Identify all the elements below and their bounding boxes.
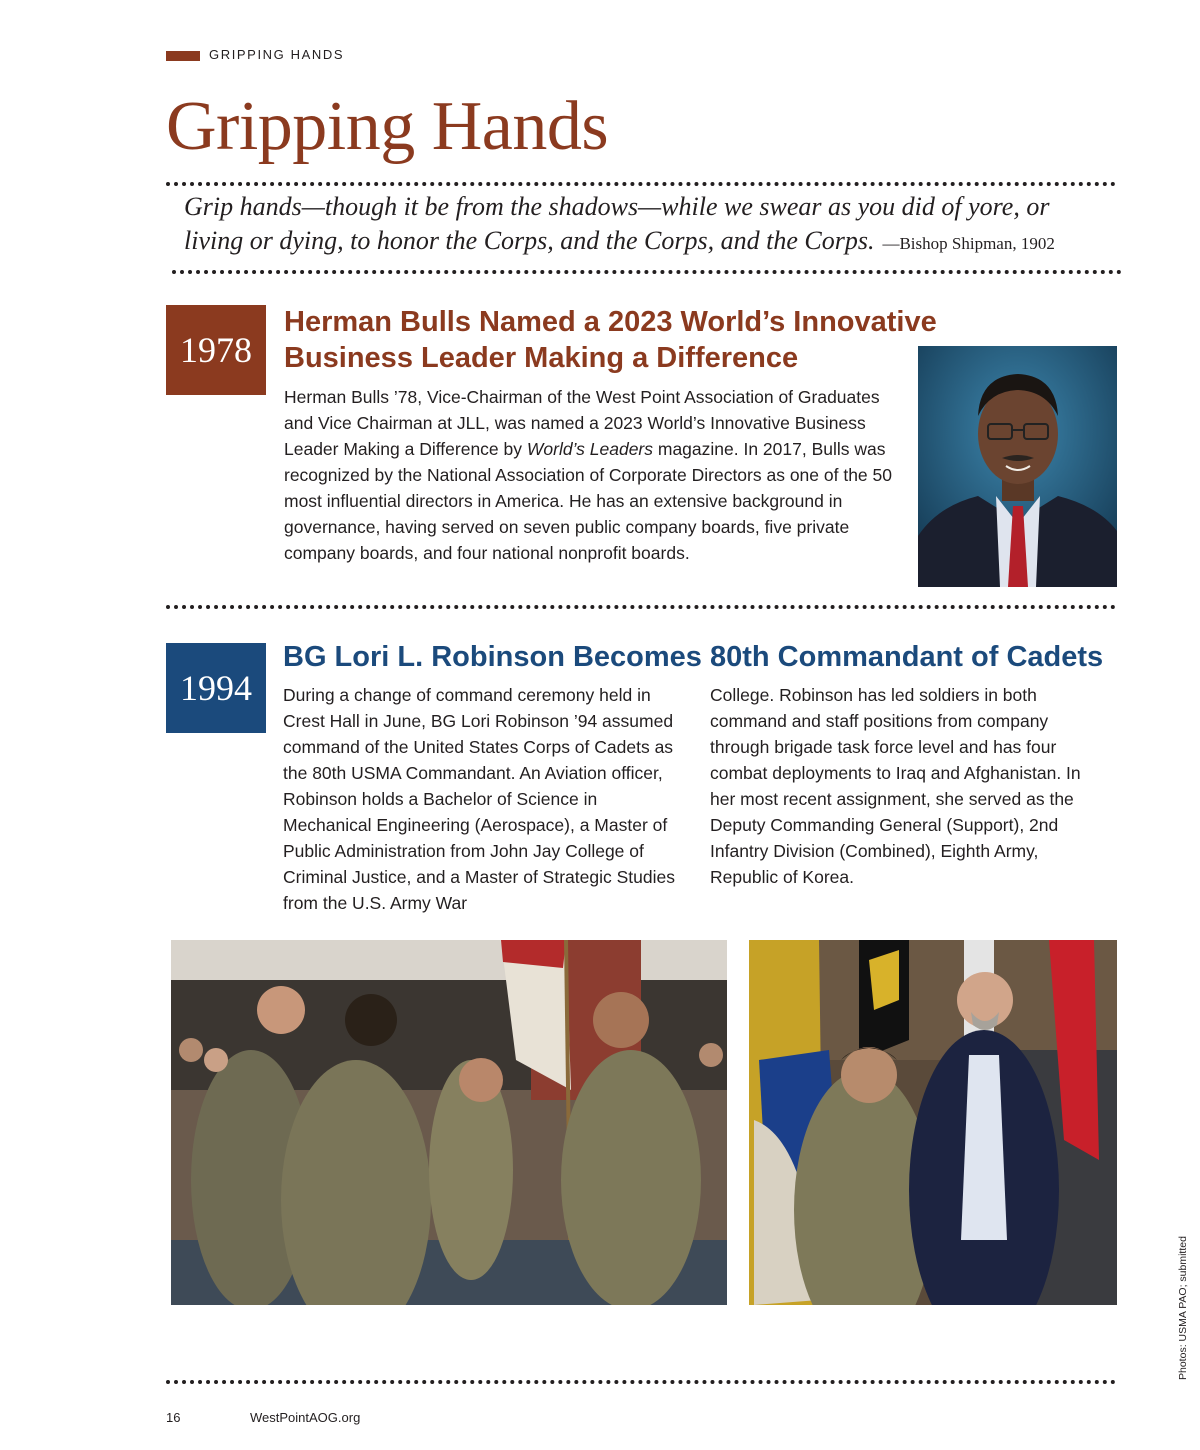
page-title: Gripping Hands — [166, 88, 609, 165]
page-number: 16 — [166, 1410, 181, 1425]
divider-middle — [166, 605, 1116, 609]
article2-body-col2 — [710, 682, 1110, 890]
article2-body-col1 — [283, 682, 683, 916]
article1-body-part1: Herman Bulls ’78, Vice-Chairman of the West Point Association of Graduates and Vice Chairman at JLL, was named a 2023 World’s Innovative Business Leader Making a Difference by — [284, 387, 880, 459]
epigraph-line-1: Grip hands—though it be from the shadows—while we swear as you did of yore, or — [184, 192, 1050, 221]
section-tag: GRIPPING HANDS — [209, 47, 345, 62]
portrait-photo-graphic — [918, 346, 1117, 587]
ceremony-photo-graphic — [171, 940, 727, 1305]
ceremony-photo — [171, 940, 727, 1305]
epigraph-line-2 — [184, 224, 1114, 261]
article2-col1-text: During a change of command ceremony held in Crest Hall in June, BG Lori Robinson ’94 assumed command of the United States Corps of Cadets as the 80th USMA Commandant. An Aviation officer, Robinson holds a Bachelor of Science in Mechanical Engineering (Aerospace), a Master of Public Administration from John Jay College of Criminal Justice, and a Master of Strategic Studies from the U.S. Army War — [283, 685, 675, 913]
article2-col2-text: College. Robinson has led soldiers in both command and staff positions from company through brigade task force level and has four combat deployments to Iraq and Afghanistan. In her most recent assignment, she served as the Deputy Commanding General (Support), 2nd Infantry Division (Combined), Eighth Army, Republic of Korea. — [710, 685, 1081, 887]
photo-credit: Photos: USMA PAO; submitted — [1177, 1236, 1189, 1380]
year-badge-1994: 1994 — [166, 643, 266, 733]
epigraph-line-2-text: living or dying, to honor the Corps, and the Corps, and the Corps. — [184, 226, 875, 255]
section-tag-bar — [166, 51, 200, 61]
article1-body-part2: magazine. In 2017, Bulls was recognized by the National Association of Corporate Directors as one of the 50 most influential directors in America. He has an extensive background in governance, having served on seven public company boards, five private company boards, and four national nonprofit boards. — [284, 439, 892, 563]
divider-epigraph — [172, 270, 1122, 274]
article1-headline — [284, 304, 984, 376]
article1-headline-line1: Herman Bulls Named a 2023 World’s Innovative — [284, 306, 937, 338]
footer-site-link[interactable]: WestPointAOG.org — [250, 1410, 361, 1425]
article1-body-emphasis: World’s Leaders — [526, 439, 653, 459]
epigraph — [184, 190, 1114, 261]
robinson-photo — [749, 940, 1117, 1305]
article1-body — [284, 384, 898, 566]
article2-headline: BG Lori L. Robinson Becomes 80th Commandant of Cadets — [283, 641, 1104, 673]
divider-top — [166, 182, 1116, 186]
robinson-photo-graphic — [749, 940, 1117, 1305]
epigraph-attribution: —Bishop Shipman, 1902 — [882, 234, 1055, 253]
year-badge-1978: 1978 — [166, 305, 266, 395]
portrait-photo — [918, 346, 1117, 587]
article1-headline-line2: Business Leader Making a Difference — [284, 342, 799, 374]
divider-bottom — [166, 1380, 1116, 1384]
